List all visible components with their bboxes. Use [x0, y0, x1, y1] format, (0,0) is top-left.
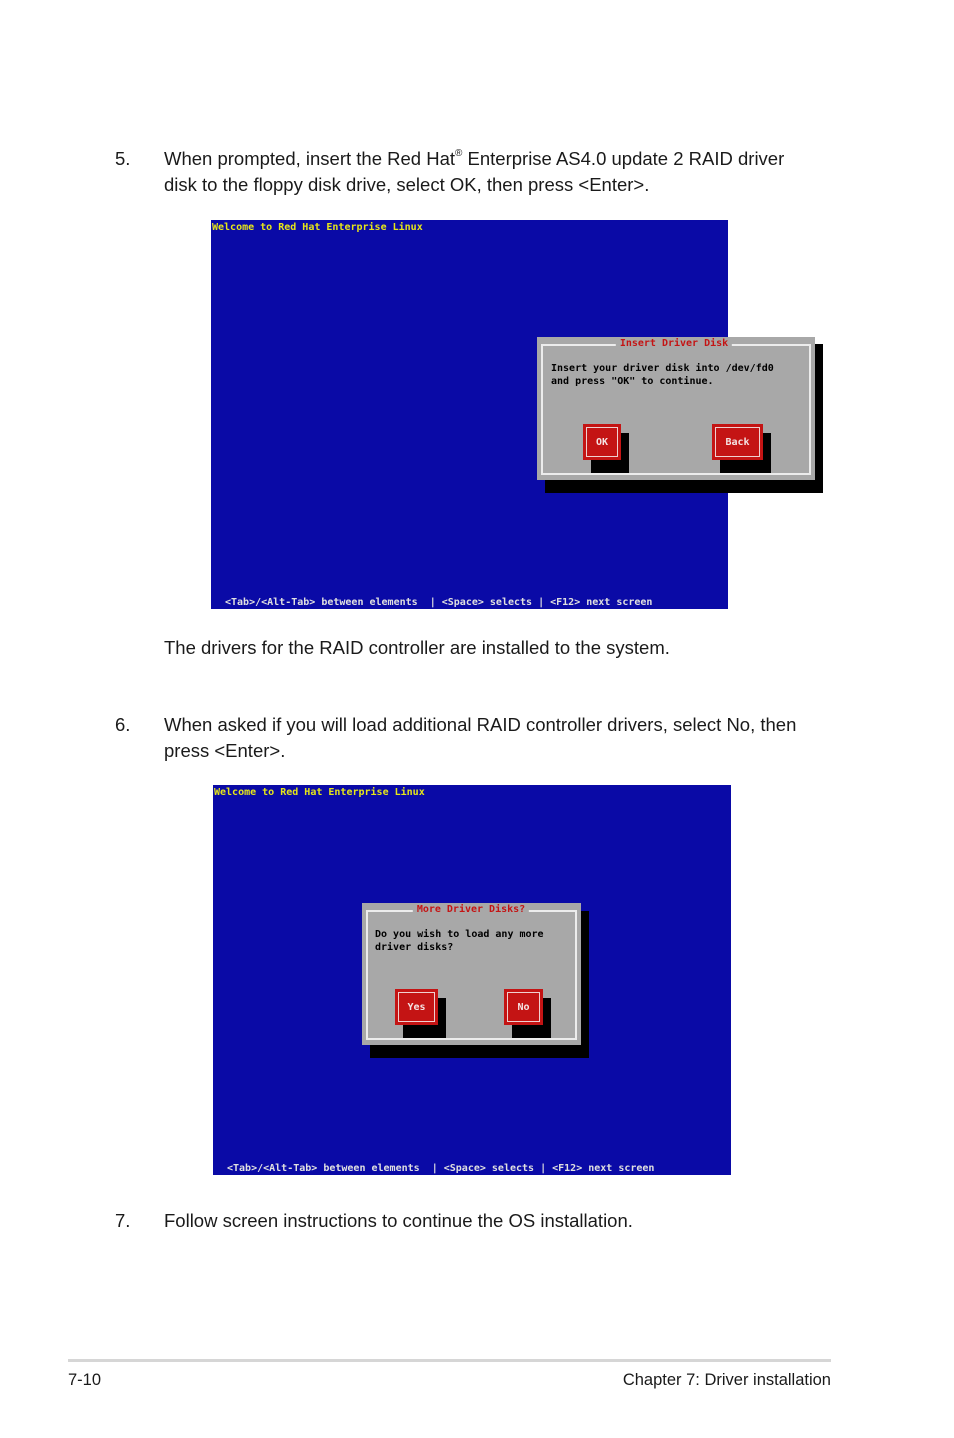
- step-number: 6.: [115, 714, 131, 735]
- step-number: 7.: [115, 1210, 131, 1231]
- yes-button-label: Yes: [398, 992, 435, 1022]
- dialog-message: Insert your driver disk into /dev/fd0 and press "OK" to continue.: [551, 363, 774, 387]
- keyboard-hint: <Tab>/<Alt-Tab> between elements | <Space> selects | <F12> next screen: [225, 597, 653, 608]
- step-number: 5.: [115, 148, 131, 169]
- console-screenshot-insert-driver-disk: [211, 220, 774, 609]
- back-button[interactable]: [712, 424, 763, 460]
- console-title: Welcome to Red Hat Enterprise Linux: [214, 787, 425, 798]
- yes-button[interactable]: [395, 989, 438, 1025]
- step-text: When asked if you will load additional RAID controller drivers, select No, then press <Enter>.: [164, 714, 797, 761]
- dialog-message: Do you wish to load any more driver disks?: [375, 929, 544, 953]
- page-number: 7-10: [68, 1371, 102, 1389]
- ok-button[interactable]: [583, 424, 621, 460]
- no-button[interactable]: [504, 989, 543, 1025]
- chapter-title: Chapter 7: Driver installation: [622, 1371, 831, 1389]
- ok-button-label: OK: [586, 427, 618, 457]
- step-text: Follow screen instructions to continue the OS installation.: [164, 1210, 633, 1231]
- console-screenshot-more-driver-disks: [213, 785, 731, 1175]
- step-text: When prompted, insert the Red Hat® Enterprise AS4.0 update 2 RAID driver disk to the floppy disk drive, select OK, then press <Enter>.: [164, 148, 785, 195]
- registered-mark: ®: [455, 148, 463, 159]
- footer-rule: [68, 1359, 831, 1362]
- dialog-more-driver-disks: [362, 903, 581, 1045]
- console-title: Welcome to Red Hat Enterprise Linux: [212, 222, 423, 233]
- dialog-title: Insert Driver Disk: [616, 338, 732, 349]
- dialog-title: More Driver Disks?: [413, 904, 529, 915]
- keyboard-hint: <Tab>/<Alt-Tab> between elements | <Space> selects | <F12> next screen: [227, 1163, 655, 1174]
- dialog-insert-driver-disk: [537, 337, 815, 480]
- no-button-label: No: [507, 992, 540, 1022]
- install-note: The drivers for the RAID controller are installed to the system.: [164, 637, 670, 658]
- back-button-label: Back: [715, 427, 760, 457]
